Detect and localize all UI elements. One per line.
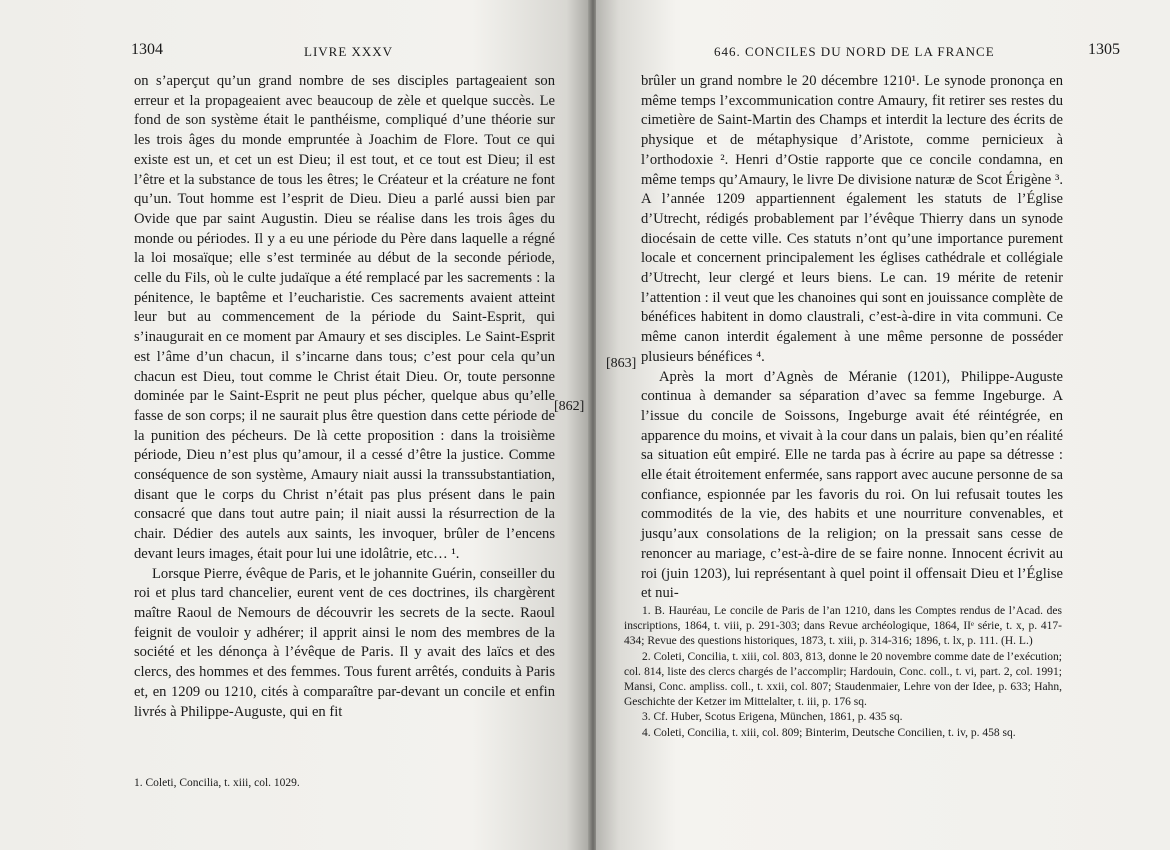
- right-paragraph-2: Après la mort d’Agnès de Méranie (1201), Philippe-Auguste continua à demander sa séparation d’avec sa femme Ingeburge. A l’issue du concile de Soissons, Ingeburge avait été réintégrée, en apparence du moins, et vivait à la cour dans un palais, bien qu’en réalité sa situation eût empiré. Elle ne tarda pas à écrire au pape sa détresse : elle était étroitement enfermée, sans rapport avec aucune personne de sa confiance, espionnée par les favoris du roi. On lui refusait toutes les commodités de la vie, des habits et une nourriture convenables, et jusqu’aux consolations de la religion; on la pressait sans cesse de renoncer au mariage, c’est-à-dire de se faire nonne. Innocent écrivit au roi (juin 1203), lui représentant à quel point il offensait Dieu et l’Église et nui-: [641, 368, 1063, 602]
- right-page-number: 1305: [1088, 41, 1120, 58]
- right-footnote-2: 2. Coleti, Concilia, t. xiii, col. 803, 813, donne le 20 novembre comme date de l’exécution; col. 814, liste des clercs chargés de l’accomplir; Hardouin, Conc. coll., t. vi, part. 2, col. 1991; Mansi, Conc. ampliss. coll., t. xxii, col. 807; Staudenmaier, Lehre von der Idee, p. 633; Hahn, Geschichte der Ketzer im Mittelalter, t. iii, p. 176 sq.: [624, 650, 1062, 709]
- right-footnotes: [624, 604, 1062, 741]
- right-body-text: [641, 72, 1063, 604]
- right-footnote-3: 3. Cf. Huber, Scotus Erigena, München, 1861, p. 435 sq.: [642, 711, 903, 724]
- right-footnote-4: 4. Coleti, Concilia, t. xiii, col. 809; Binterim, Deutsche Concilien, t. iv, p. 458 sq.: [642, 726, 1016, 739]
- left-body-text: [134, 72, 555, 722]
- right-footnote-1: 1. B. Hauréau, Le concile de Paris de l’an 1210, dans les Comptes rendus de l’Acad. des inscriptions, 1864, t. viii, p. 291-303; dans Revue archéologique, 1864, IIᵉ série, t. x, p. 417-434; Revue des questions historiques, 1873, t. xiii, p. 314-316; 1896, t. lx, p. 111. (H. L.): [624, 605, 1062, 648]
- right-running-title: 646. CONCILES DU NORD DE LA FRANCE: [714, 44, 995, 59]
- left-page-number: 1304: [131, 41, 163, 58]
- left-running-title: LIVRE XXXV: [304, 44, 394, 59]
- left-footnote-1: 1. Coleti, Concilia, t. xiii, col. 1029.: [134, 777, 300, 789]
- right-page: [596, 0, 1170, 850]
- left-footnotes: [134, 776, 555, 791]
- margin-reference-863: [863]: [606, 356, 637, 371]
- left-paragraph-2: Lorsque Pierre, évêque de Paris, et le johannite Guérin, conseiller du roi et plus tard chancelier, eurent vent de ces doctrines, ils chargèrent maître Raoul de Nemours de découvrir les secrets de la secte. Raoul feignit de vouloir y adhérer; il apprit ainsi le nom des membres de la société et les dénonça à l’évêque de Paris. Il y avait des laïcs et des clercs, des hommes et des femmes. Tous furent arrêtés, conduits à Paris et, en 1209 ou 1210, cités à comparaître par-devant un concile et enfin livrés à Philippe-Auguste, qui en fit: [134, 565, 555, 720]
- right-paragraph-1: brûler un grand nombre le 20 décembre 1210¹. Le synode prononça en même temps l’excommunication contre Amaury, fit retirer ses restes du cimetière de Saint-Martin des Champs et interdit la lecture des écrits de physique et de métaphysique d’Aristote, comme pernicieux à l’orthodoxie ². Henri d’Ostie rapporte que ce concile condamna, en même temps qu’Amaury, le livre De divisione naturæ de Scot Érigène ³. A l’année 1209 appartiennent également les statuts de l’Église d’Utrecht, rédigés probablement par l’évêque Thierry dans un synode diocésain de cette ville. Ces statuts n’ont qu’une importance purement locale et concernent principalement les églises cathédrale et collégiale d’Utrecht, leur clergé et leurs biens. Le can. 19 mérite de retenir l’attention : il veut que les chanoines qui sont en jouissance complète de bénéfices habitent in domo claustrali, c’est-à-dire in vita communi. Ce même canon interdit également à une même personne de posséder plusieurs bénéfices ⁴.: [641, 73, 1063, 365]
- margin-reference-862: [862]: [554, 399, 585, 414]
- left-paragraph-1: on s’aperçut qu’un grand nombre de ses disciples partageaient son erreur et la propageaient avec beaucoup de zèle et quelque succès. Le fond de son système était le panthéisme, compliqué d’une théorie sur les trois âges du monde empruntée à Joachim de Flore. Tout ce qui existe est un, et cet un est Dieu; il est tout, et ce tout est Dieu; il est l’être et la substance de tous les êtres; le Créateur et la créature ne font qu’un. Tout homme est l’esprit de Dieu. Dieu a parlé aussi bien par Ovide que par saint Augustin. Dieu se réalise dans les trois âges du monde ou périodes. Il y a eu une période du Père dans laquelle a régné la loi mosaïque; elle s’est terminée au début de la seconde période, celle du Fils, où le culte judaïque a été remplacé par les sacrements : la pénitence, le baptême et l’eucharistie. Ces sacrements avaient atteint leur but au commencement de la période du Saint-Esprit, qui s’inaugurait en ce moment par Amaury et ses disciples. Le Saint-Esprit est l’âme d’un chacun, il s’incarne dans tous; c’est pour cela qu’un chacun est Dieu, tout comme le Christ était Dieu. Or, toute personne dominée par le Saint-Esprit ne peut plus pécher, quelque abus qu’elle fasse de son corps; il ne saurait plus être question dans cette période de la punition des pécheurs. De là cette proposition : dans la troisième période, Dieu n’est plus qu’amour, il a cessé d’être la justice. Comme conséquence de son système, Amaury niait aussi la transsubstantiation, disant que le corps du Christ n’était pas plus présent dans le pain consacré que dans tout autre pain; il niait aussi la résurrection de la chair. Dédier des autels aux saints, les invoquer, brûler de l’encens devant leurs images, était pour lui une idolâtrie, etc… ¹.: [134, 73, 555, 562]
